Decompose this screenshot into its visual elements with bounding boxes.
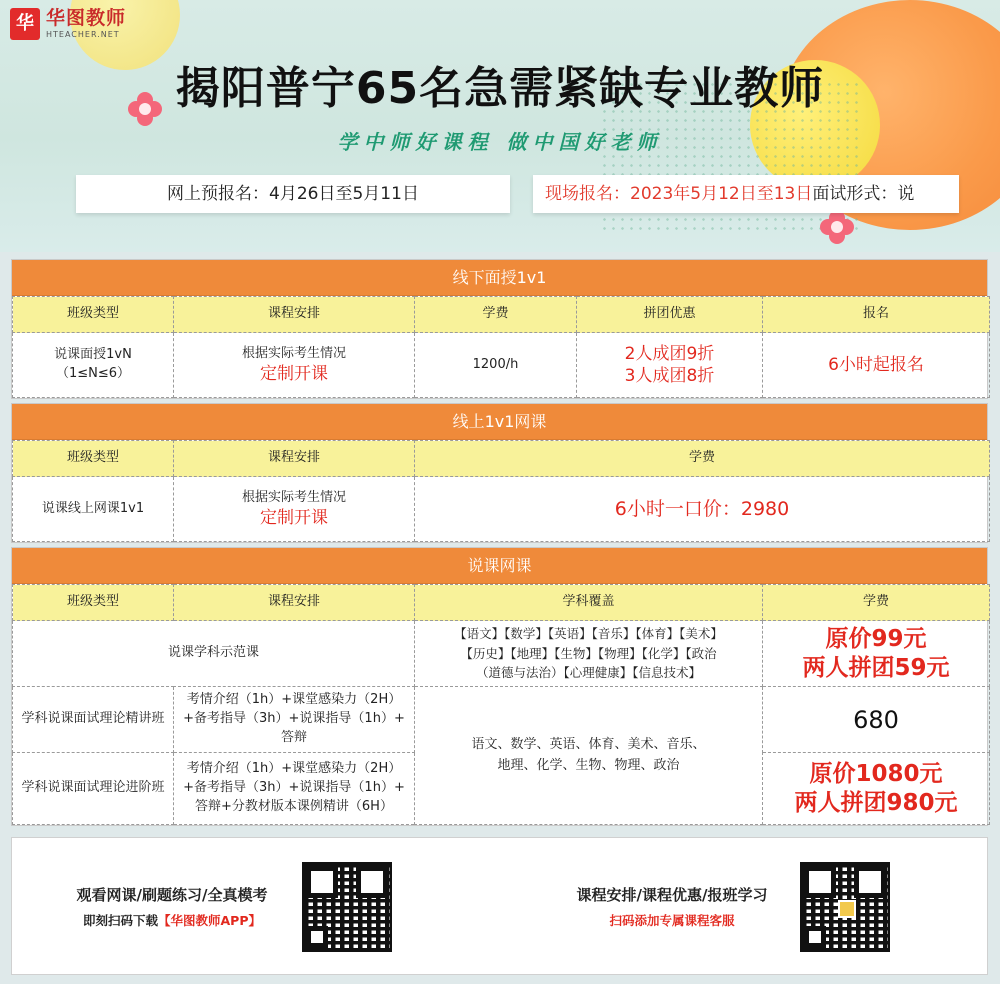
- footer: [11, 837, 988, 975]
- promo-prefix: 即刻扫码下载: [82, 913, 158, 928]
- subjects-line: 【历史】【地理】【生物】【物理】【化学】【政治: [460, 645, 717, 661]
- subjects-line: （道德与法治）【心理健康】【信息技术】: [475, 665, 701, 681]
- onsite-registration-date: [533, 175, 959, 213]
- section-title: 线上1v1网课: [12, 404, 987, 440]
- column-header: 班级类型: [13, 297, 174, 333]
- fee-cell: 6小时一口价：2980: [415, 477, 990, 542]
- column-header: 班级类型: [13, 441, 174, 477]
- class-type-cell: [13, 333, 174, 398]
- original-price: 原价1080元: [809, 760, 943, 787]
- discount-cell: [577, 333, 763, 398]
- offline-course-table: [12, 296, 990, 398]
- schedule-cell: [174, 687, 415, 753]
- online-1v1-section: [11, 403, 988, 543]
- table-row: [13, 687, 990, 753]
- section-title: 说课网课: [12, 548, 987, 584]
- service-text: 扫码添加专属课程客服: [609, 913, 735, 928]
- price-cell: [763, 621, 990, 687]
- column-header: 班级类型: [13, 585, 174, 621]
- discount-3: 3人成团8折: [624, 366, 715, 386]
- logo-domain: HTEACHER.NET: [46, 30, 120, 39]
- offline-course-section: [11, 259, 988, 399]
- schedule-line: 答辩+分教材版本课例精讲（6H）: [195, 798, 393, 814]
- schedule-line: +备考指导（3h）+说课指导（1h）+: [183, 711, 405, 727]
- subjects-line: 语文、数学、英语、体育、美术、音乐、: [471, 737, 706, 753]
- original-price: 原价99元: [825, 625, 927, 652]
- group-price: 两人拼团980元: [794, 789, 958, 816]
- app-qr-code[interactable]: [302, 862, 392, 952]
- flower-icon: [820, 210, 854, 244]
- subjects-line: 【语文】【数学】【英语】【音乐】【体育】【美术】: [454, 626, 723, 642]
- schedule-cell: [174, 333, 415, 398]
- table-row: [13, 477, 990, 542]
- signup-cell: 6小时起报名: [763, 333, 990, 398]
- price-cell: [763, 753, 990, 825]
- schedule-line: 考情介绍（1h）+课堂感染力（2H）: [186, 761, 402, 777]
- promo-subtitle: [552, 911, 792, 929]
- fee-cell: 1200/h: [415, 333, 577, 398]
- column-header: 学科覆盖: [415, 585, 763, 621]
- customer-service-promo: [552, 884, 792, 929]
- page-title: 揭阳普宁65名急需紧缺专业教师: [175, 63, 825, 114]
- table-row: [13, 333, 990, 398]
- schedule-highlight: 定制开课: [260, 508, 328, 529]
- shared-subjects-cell: [415, 687, 763, 825]
- section-title: 线下面授1v1: [12, 260, 987, 296]
- qr-logo-icon: [838, 900, 856, 918]
- schedule-text: 根据实际考生情况: [241, 489, 346, 505]
- service-qr-code[interactable]: [800, 862, 890, 952]
- app-name: 【华图教师APP】: [158, 913, 261, 928]
- discount-2: 2人成团9折: [624, 343, 715, 364]
- interview-form: 面试形式：说: [812, 184, 915, 204]
- online-1v1-table: [12, 440, 990, 542]
- class-name-cell: 说课学科示范课: [13, 621, 415, 687]
- promo-title: 观看网课/刷题练习/全真模考: [76, 886, 268, 904]
- column-header: 报名: [763, 297, 990, 333]
- class-type-note: （1≤N≤6）: [55, 366, 131, 381]
- app-download-promo: [52, 884, 292, 929]
- schedule-cell: [174, 477, 415, 542]
- column-header: 学费: [763, 585, 990, 621]
- logo-icon: 华: [10, 8, 40, 40]
- column-header: 拼团优惠: [577, 297, 763, 333]
- onsite-registration-label: 现场报名：2023年5月12日至13日: [545, 184, 813, 204]
- table-row: [13, 621, 990, 687]
- table-header-row: [13, 585, 990, 621]
- subjects-cell: [415, 621, 763, 687]
- class-name-cell: 学科说课面试理论精讲班: [13, 687, 174, 753]
- lecture-course-table: [12, 584, 990, 825]
- schedule-line: +备考指导（3h）+说课指导（1h）+: [183, 780, 405, 796]
- class-name-cell: 学科说课面试理论进阶班: [13, 753, 174, 825]
- schedule-highlight: 定制开课: [260, 364, 328, 385]
- schedule-line: 答辩: [280, 729, 307, 745]
- subjects-line: 地理、化学、生物、物理、政治: [497, 757, 680, 773]
- promo-title: 课程安排/课程优惠/报班学习: [576, 886, 768, 904]
- column-header: 学费: [415, 297, 577, 333]
- schedule-line: 考情介绍（1h）+课堂感染力（2H）: [186, 692, 402, 708]
- schedule-text: 根据实际考生情况: [241, 345, 346, 361]
- column-header: 课程安排: [174, 297, 415, 333]
- header-banner: [0, 0, 1000, 252]
- promo-subtitle: [52, 911, 292, 929]
- column-header: 课程安排: [174, 585, 415, 621]
- class-type-cell: 说课线上网课1v1: [13, 477, 174, 542]
- table-header-row: [13, 441, 990, 477]
- price-cell: 680: [763, 687, 990, 753]
- column-header: 课程安排: [174, 441, 415, 477]
- table-header-row: [13, 297, 990, 333]
- slogan: 学中师好课程 做中国好老师: [337, 130, 663, 154]
- class-type: 说课面授1vN: [54, 347, 132, 363]
- brand-logo[interactable]: [10, 8, 126, 40]
- lecture-course-section: [11, 547, 988, 826]
- online-registration-date: 网上预报名：4月26日至5月11日: [76, 175, 510, 213]
- logo-name: 华图教师: [46, 7, 127, 29]
- schedule-cell: [174, 753, 415, 825]
- group-price: 两人拼团59元: [802, 654, 950, 681]
- column-header: 学费: [415, 441, 990, 477]
